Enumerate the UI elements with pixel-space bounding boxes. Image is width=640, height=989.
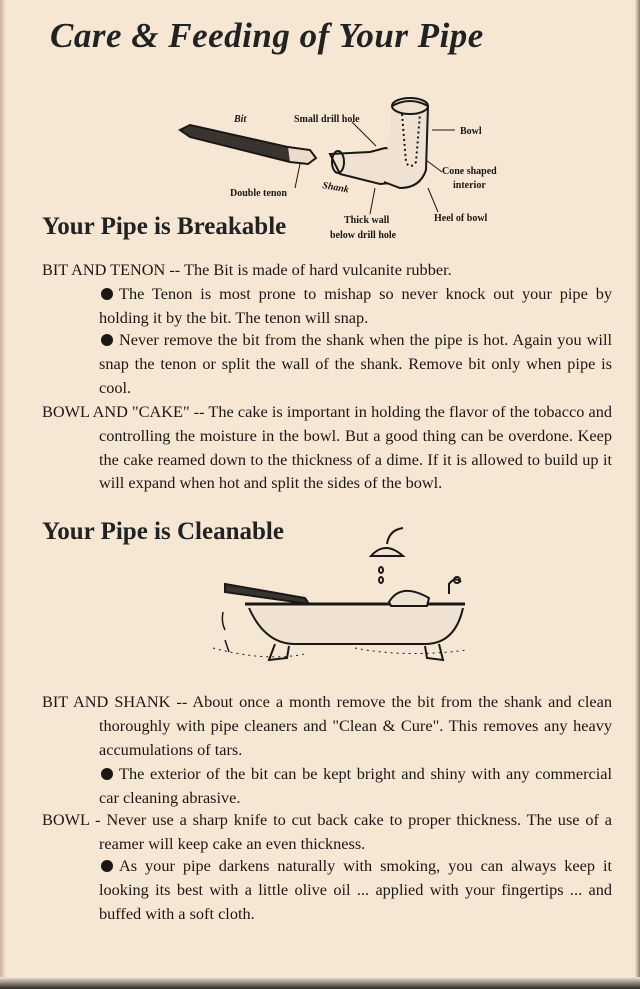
label-cone-shaped: Cone shaped	[442, 166, 497, 177]
bullet-dot-icon	[101, 768, 113, 780]
bullet-tenon-mishap	[42, 282, 612, 330]
label-bit: Bit	[234, 114, 247, 125]
label-small-drill-hole: Small drill hole	[294, 114, 360, 125]
bathtub-illustration	[205, 522, 475, 670]
paragraph-bit-and-shank: BIT AND SHANK -- About once a month remove the bit from the shank and clean thoroughly with pipe cleaners and "Clean & Cure". This removes any heavy accumulations of tars.	[42, 692, 612, 759]
bullet-text: The exterior of the bit can be kept bright and shiny with any commercial car cleaning abrasive.	[99, 764, 612, 807]
bullet-text: The Tenon is most prone to mishap so never knock out your pipe by holding it by the bit. The tenon will snap.	[99, 284, 612, 327]
bullet-text: As your pipe darkens naturally with smoking, you can always keep it looking its best with a little olive oil ... applied with your fingertips ... and buffed with a soft cloth.	[99, 856, 612, 923]
section-heading-cleanable: Your Pipe is Cleanable	[42, 518, 284, 545]
page-title: Care & Feeding of Your Pipe	[50, 16, 484, 55]
page-edge-left	[0, 0, 6, 989]
bullet-dot-icon	[101, 334, 113, 346]
label-interior: interior	[453, 180, 486, 191]
bullet-dot-icon	[101, 288, 113, 300]
label-bowl: Bowl	[460, 126, 482, 137]
paragraph-bowl-and-cake: BOWL AND "CAKE" -- The cake is important in holding the flavor of the tobacco and controlling the moisture in the bowl. But a good thing can be overdone. Keep the cake reamed down to the thickness of a dime. If it is allowed to build up it will expand when hot and split the sides of the bowl.	[42, 402, 612, 493]
label-double-tenon: Double tenon	[230, 188, 287, 199]
label-below-drill-hole: below drill hole	[330, 230, 397, 241]
label-thick-wall: Thick wall	[344, 215, 390, 226]
label-shank: Shank	[321, 180, 350, 196]
bullet-dot-icon	[101, 860, 113, 872]
page-edge-bottom	[0, 977, 640, 989]
section-heading-breakable: Your Pipe is Breakable	[42, 213, 287, 240]
label-heel-of-bowl: Heel of bowl	[434, 213, 488, 224]
paragraph-bit-and-tenon: BIT AND TENON -- The Bit is made of hard vulcanite rubber.	[42, 260, 452, 279]
page-edge-right	[635, 0, 640, 989]
paragraph-bowl: BOWL - Never use a sharp knife to cut back cake to proper thickness. The use of a reamer will keep cake an even thickness.	[42, 810, 612, 853]
bullet-text: Never remove the bit from the shank when the pipe is hot. Again you will snap the tenon or split the wall of the shank. Remove bit only when pipe is cool.	[99, 330, 612, 397]
bullet-remove-bit	[42, 328, 612, 399]
bullet-olive-oil	[42, 854, 612, 925]
bullet-exterior-bit	[42, 762, 612, 810]
